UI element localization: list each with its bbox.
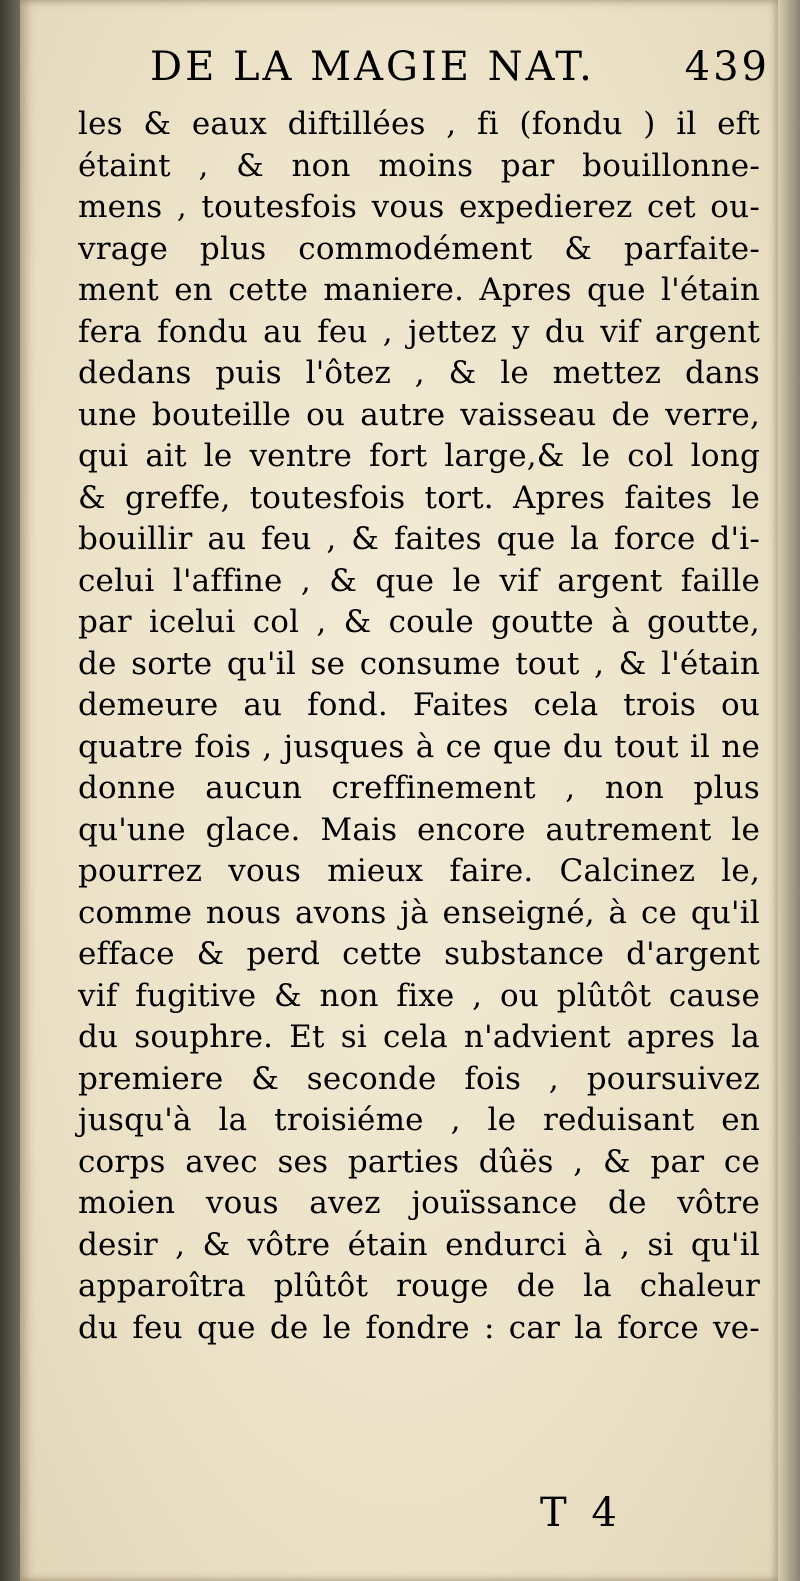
text-line: bouillir au feu , & faites que la force d'i-: [78, 521, 760, 557]
text-line: desir , & vôtre étain endurci à , si qu'il: [78, 1226, 760, 1263]
running-head: [150, 44, 770, 98]
text-line: vif fugitive & non fixe , ou plûtôt cause: [78, 977, 760, 1014]
text-line: ment en cette maniere. Apres que l'étain: [78, 272, 760, 308]
text-line: demeure au fond. Faites cela trois ou: [78, 687, 760, 723]
text-line: moien vous avez jouïssance de vôtre: [78, 1185, 760, 1221]
text-line: vrage plus commodément & parfaite-: [78, 230, 760, 267]
text-line: comme nous avons jà enseigné, à ce qu'il: [78, 894, 760, 931]
text-line: du feu que de le fondre : car la force ve-: [78, 1309, 760, 1346]
text-line: efface & perd cette substance d'argent: [78, 936, 760, 972]
text-line: qui ait le ventre fort large,& le col long: [78, 438, 760, 474]
text-line: quatre fois , jusques à ce que du tout il ne: [78, 728, 760, 765]
text-line: dedans puis l'ôtez , & le mettez dans: [78, 355, 760, 391]
text-line: étaint , & non moins par bouillonne-: [78, 147, 760, 184]
text-line: fera fondu au feu , jettez y du vif argent: [78, 313, 760, 350]
text-line: du souphre. Et si cela n'advient apres la: [78, 1019, 760, 1055]
body-text: [78, 104, 760, 1349]
text-line: & greffe, toutesfois tort. Apres faites le: [78, 479, 760, 516]
page-number: 439: [684, 44, 770, 90]
text-line: pourrez vous mieux faire. Calcinez le,: [78, 853, 760, 889]
signature-mark: T 4: [540, 1490, 623, 1536]
running-title: DE LA MAGIE NAT.: [150, 44, 595, 90]
text-line: donne aucun creffinement , non plus: [78, 770, 760, 806]
text-line: qu'une glace. Mais encore autrement le: [78, 811, 760, 848]
text-line: de sorte qu'il se consume tout , & l'étain: [78, 645, 760, 682]
text-line: une bouteille ou autre vaisseau de verre,: [78, 396, 760, 433]
text-line: jusqu'à la troisiéme , le reduisant en: [78, 1102, 760, 1138]
text-line: apparoîtra plûtôt rouge de la chaleur: [78, 1268, 760, 1304]
text-line: mens , toutesfois vous expedierez cet ou-: [78, 189, 760, 225]
text-line: les & eaux diftillées , fi (fondu ) il eft: [78, 106, 760, 142]
page-edge: [778, 0, 800, 1581]
book-spine-shadow: [0, 0, 20, 1581]
text-line: celui l'affine , & que le vif argent faille: [78, 562, 760, 599]
text-line: corps avec ses parties dûës , & par ce: [78, 1143, 760, 1180]
text-line: premiere & seconde fois , poursuivez: [78, 1060, 760, 1097]
text-line: par icelui col , & coule goutte à goutte,: [78, 604, 760, 640]
